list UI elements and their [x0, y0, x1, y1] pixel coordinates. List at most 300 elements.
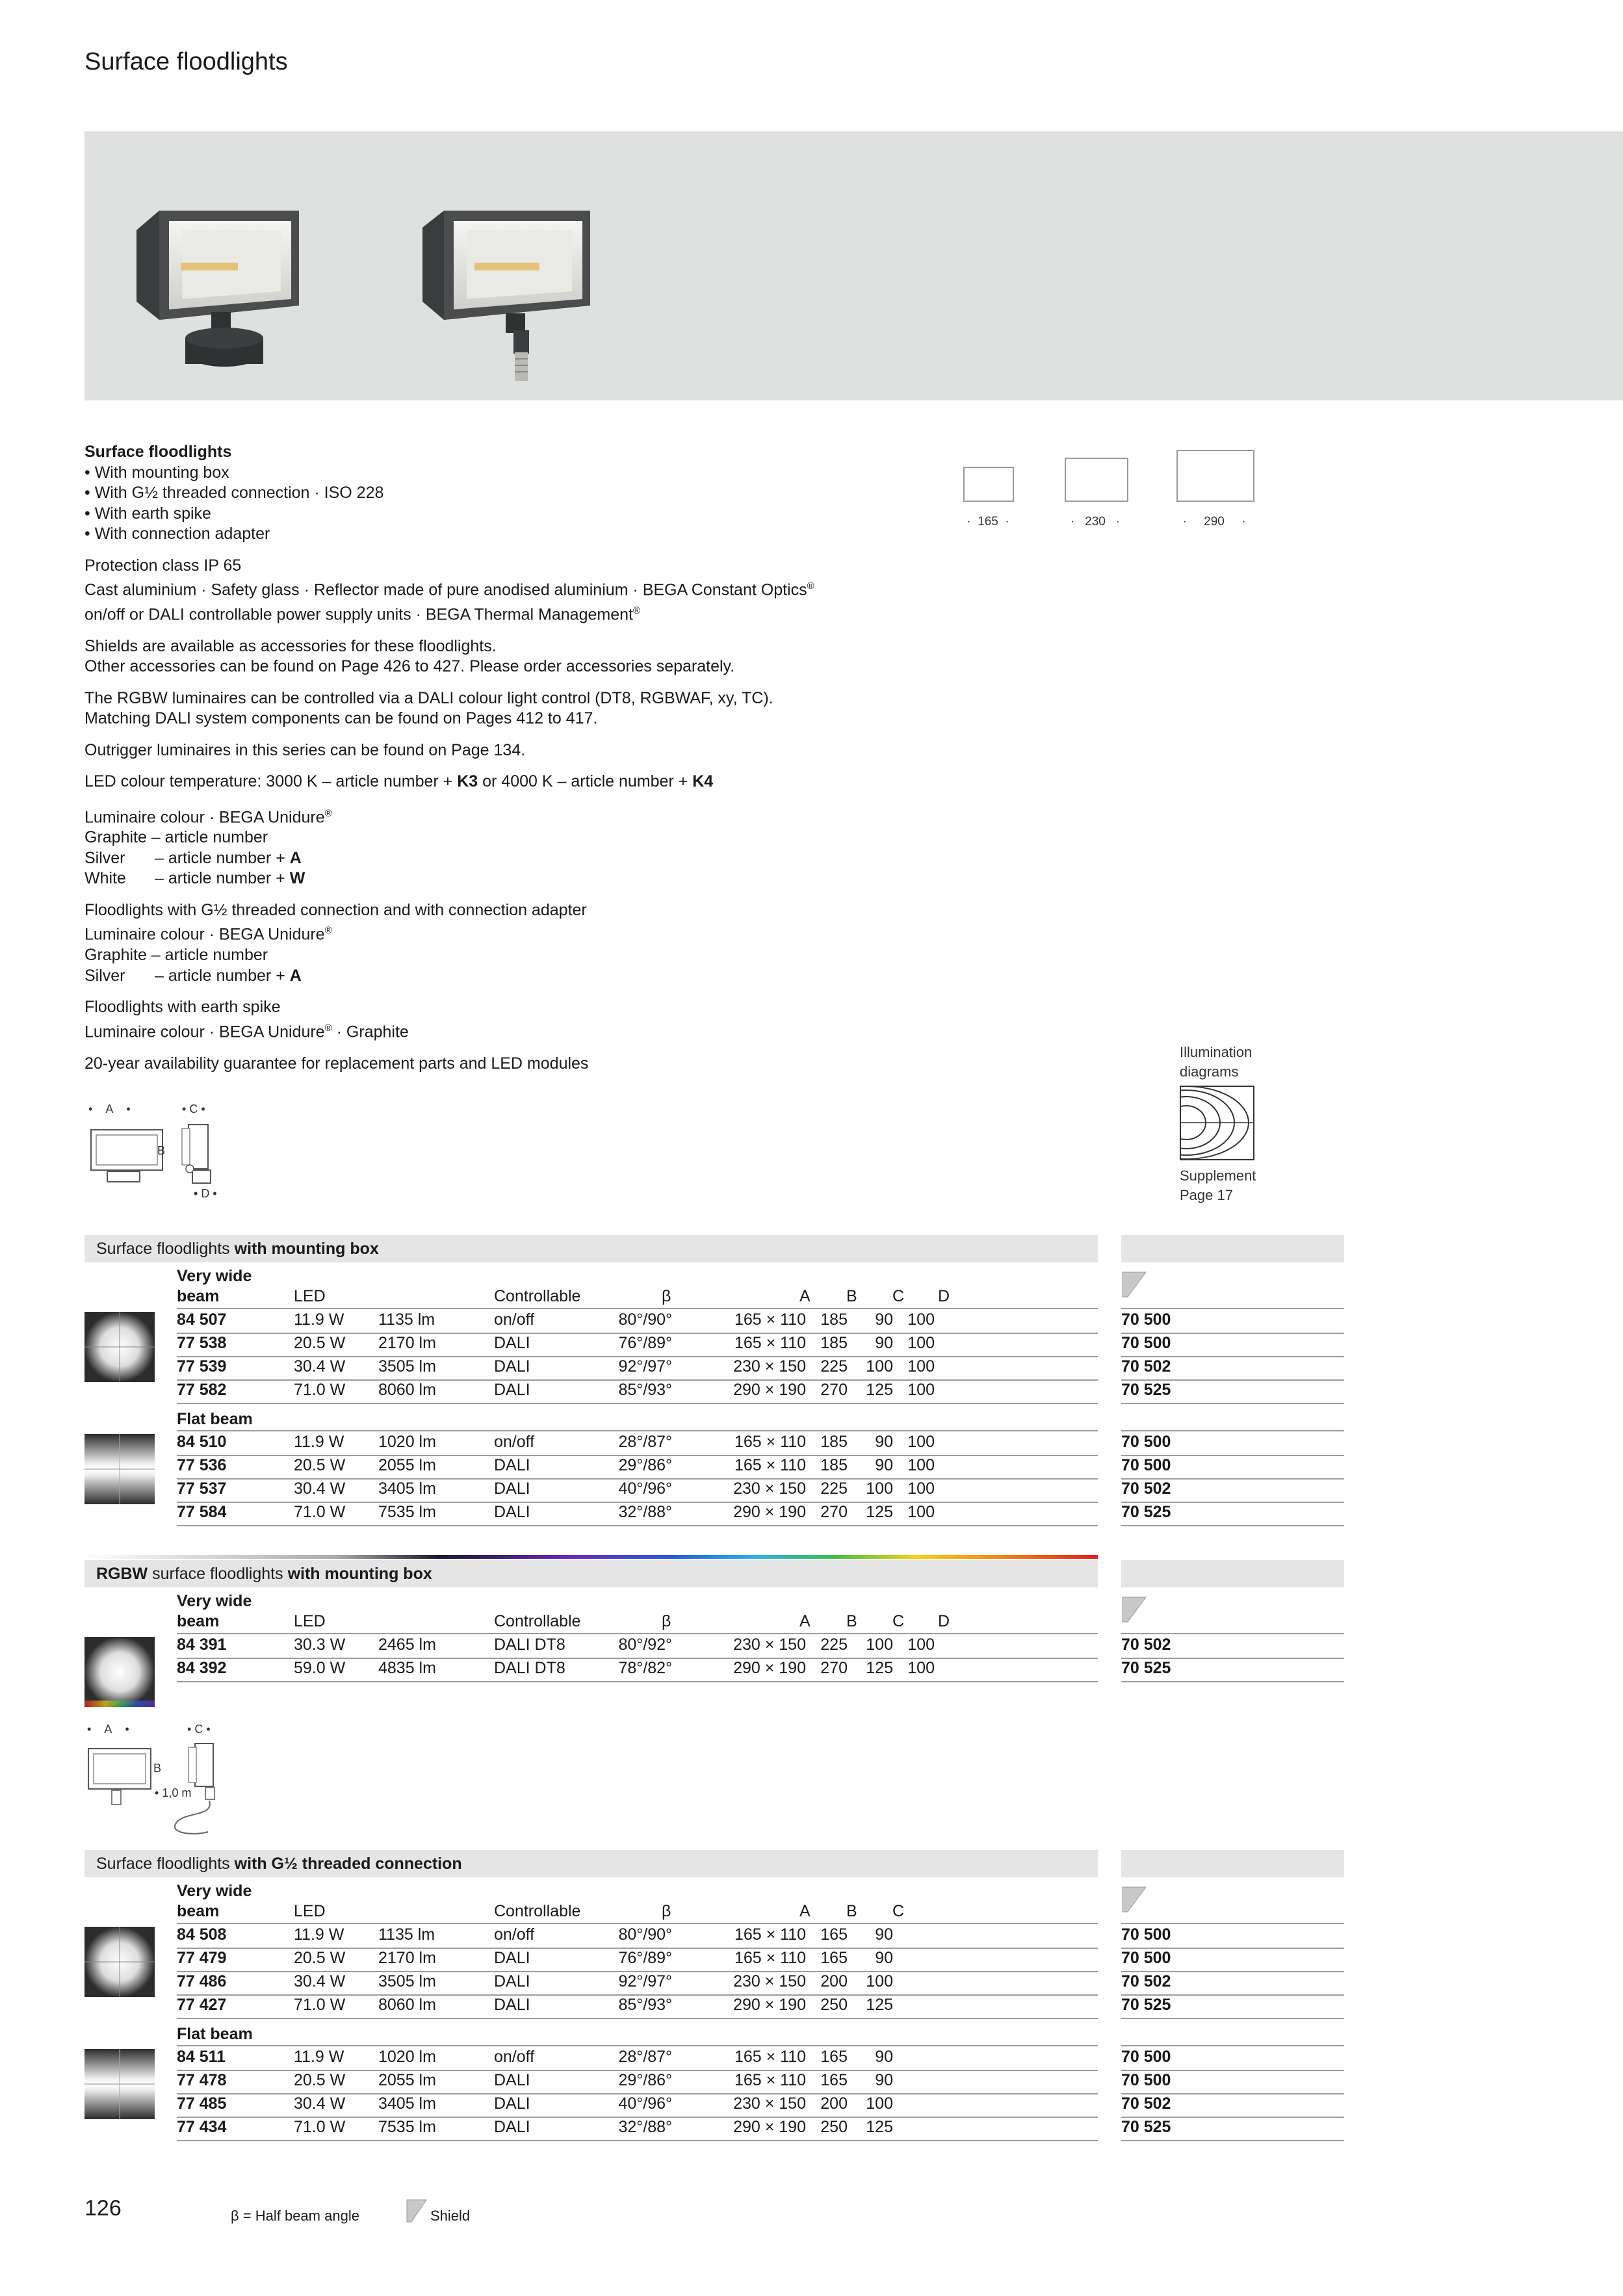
size-label: · 290 ·: [1182, 515, 1246, 528]
cell-a: 200: [820, 1972, 848, 1990]
shield-column-header: [1121, 1235, 1344, 1262]
group-flat-beam-label: Flat beam: [177, 2025, 253, 2043]
k3-suffix: K3: [457, 772, 478, 791]
shield-number: 70 500: [1121, 2048, 1171, 2066]
cell-c: 90: [875, 2071, 893, 2089]
cell-a: 200: [820, 2094, 848, 2113]
cell-w: 20.5 W: [294, 1949, 346, 1967]
cell-c: 90: [875, 1311, 893, 1329]
cell-a: 165: [820, 1925, 848, 1944]
col-header-beta: β: [662, 1287, 671, 1305]
table-row: [177, 1994, 1098, 2019]
dimension-d-label: • D •: [194, 1187, 217, 1200]
cell-a: 250: [820, 1996, 848, 2014]
col-header-led: LED: [294, 1612, 326, 1630]
cell-lm: 7535 lm: [378, 1503, 436, 1521]
section-threaded-connection: [84, 1850, 1228, 2143]
cell-w: 20.5 W: [294, 1334, 346, 1352]
cell-d: 100: [907, 1311, 935, 1329]
cell-c: 125: [866, 2118, 893, 2136]
suffix-text: – article number +: [155, 966, 290, 985]
flat-beam-icon: [84, 2049, 155, 2119]
shield-article: [1121, 2117, 1344, 2141]
outrigger-note: Outrigger luminaires in this series can be found on Page 134.: [84, 740, 526, 759]
cell-art: 77 539: [177, 1357, 227, 1376]
flat-beam-icon: [84, 1434, 155, 1504]
col-header-c: C: [892, 1612, 905, 1630]
cell-ctl: DALI: [494, 2094, 530, 2113]
col-header-d: D: [938, 1612, 950, 1630]
cell-a: 225: [820, 1636, 848, 1654]
shield-article: [1121, 1379, 1344, 1404]
illumination-diagram-icon: [1180, 1086, 1254, 1160]
shield-article: [1121, 1431, 1344, 1456]
cable-length-label: • 1,0 m: [155, 1786, 192, 1799]
cell-c: 100: [866, 1357, 893, 1376]
cell-beta: 78°/82°: [618, 1659, 672, 1677]
col-header-d: D: [938, 1287, 950, 1305]
shield-number: 70 500: [1121, 1925, 1171, 1944]
cell-d: 100: [907, 1480, 935, 1498]
feature-bullet: • With G½ threaded connection · ISO 228: [84, 484, 384, 502]
cell-lm: 2055 lm: [378, 1456, 436, 1474]
shield-column-header: [1121, 1560, 1344, 1587]
earth-spike-heading: Floodlights with earth spike: [84, 998, 281, 1017]
protection-class: Protection class IP 65: [84, 556, 242, 575]
suffix-text: – article number +: [155, 869, 290, 888]
cell-dim: 230 × 150: [733, 1972, 806, 1990]
col-header-led: LED: [294, 1902, 326, 1920]
cell-ctl: DALI: [494, 2118, 530, 2136]
threaded-drawing-icon: [84, 1720, 240, 1837]
cell-a: 250: [820, 2118, 848, 2136]
cell-lm: 8060 lm: [378, 1381, 436, 1399]
cell-d: 100: [907, 1381, 935, 1399]
table-row: [177, 1356, 1098, 1381]
floodlight-product-illustration: [84, 131, 1623, 400]
cell-dim: 165 × 110: [734, 1311, 806, 1329]
cell-dim: 290 × 190: [733, 2118, 806, 2136]
dimension-c-label: • C •: [182, 1102, 205, 1115]
colour-graphite: Graphite – article number: [84, 828, 268, 847]
shield-number: 70 502: [1121, 2094, 1171, 2113]
shield-icon: [1121, 1886, 1147, 1913]
table-row: [177, 1971, 1098, 1996]
cell-c: 100: [866, 2094, 893, 2113]
cell-beta: 80°/92°: [618, 1636, 672, 1654]
dimension-drawing-threaded: [84, 1720, 240, 1837]
shield-article: [1121, 1994, 1344, 2019]
cell-ctl: DALI: [494, 1503, 530, 1521]
very-wide-beam-icon: [84, 1312, 155, 1382]
shield-article: [1121, 1948, 1344, 1972]
cell-d: 100: [907, 1636, 935, 1654]
cell-dim: 165 × 110: [734, 1334, 806, 1352]
group-very-wide-label: Very wide beam: [177, 1882, 252, 1920]
cell-beta: 80°/90°: [618, 1925, 672, 1944]
cell-art: 84 392: [177, 1659, 227, 1677]
dimension-c-label: • C •: [187, 1723, 211, 1736]
cell-art: 77 478: [177, 2071, 227, 2089]
cell-w: 11.9 W: [294, 1433, 344, 1451]
shield-number: 70 525: [1121, 1503, 1171, 1521]
cell-c: 100: [866, 1972, 893, 1990]
registered-mark: ®: [324, 1022, 332, 1034]
shield-number: 70 502: [1121, 1636, 1171, 1654]
cell-art: 77 582: [177, 1381, 227, 1399]
cell-w: 71.0 W: [294, 1503, 346, 1521]
cell-lm: 2170 lm: [378, 1949, 436, 1967]
size-label: · 230 ·: [1070, 515, 1121, 528]
cell-c: 90: [875, 1949, 893, 1967]
k4-suffix: K4: [692, 772, 714, 791]
cell-c: 90: [875, 1433, 893, 1451]
group-very-wide-label: Very wide beam: [177, 1592, 252, 1630]
table-row: [177, 1502, 1098, 1526]
size-box-medium: [1065, 458, 1128, 502]
cell-art: 77 434: [177, 2118, 227, 2136]
shield-number: 70 500: [1121, 2071, 1171, 2089]
table-row: [177, 2093, 1098, 2118]
floodlight-threaded-connection-icon: [422, 211, 590, 381]
cell-ctl: DALI: [494, 2071, 530, 2089]
shield-column-header: [1121, 1850, 1344, 1877]
cell-beta: 40°/96°: [618, 1480, 672, 1498]
cell-lm: 3505 lm: [378, 1357, 436, 1376]
cell-art: 77 485: [177, 2094, 227, 2113]
shield-number: 70 502: [1121, 1480, 1171, 1498]
shields-note: Shields are available as accessories for these floodlights.: [84, 636, 497, 655]
cell-beta: 32°/88°: [618, 1503, 672, 1521]
cell-art: 77 427: [177, 1996, 227, 2014]
cell-ctl: DALI: [494, 1381, 530, 1399]
shield-number: 70 502: [1121, 1972, 1171, 1990]
colour-graphite: Graphite – article number: [84, 946, 268, 965]
cell-dim: 230 × 150: [733, 2094, 806, 2113]
cell-a: 165: [820, 1949, 848, 1967]
cell-beta: 28°/87°: [618, 2048, 672, 2066]
feature-bullet: • With connection adapter: [84, 525, 270, 543]
table-row: [177, 1658, 1098, 1682]
col-header-controllable: Controllable: [494, 1287, 581, 1305]
cell-a: 270: [820, 1503, 848, 1521]
shield-article: [1121, 1478, 1344, 1503]
cell-art: 77 536: [177, 1456, 227, 1474]
cell-art: 84 391: [177, 1636, 227, 1654]
cell-beta: 92°/97°: [618, 1972, 672, 1990]
cell-d: 100: [907, 1357, 935, 1376]
cell-dim: 165 × 110: [734, 2071, 806, 2089]
table-row: [177, 1634, 1098, 1659]
cell-ctl: DALI: [494, 1949, 530, 1967]
shield-number: 70 500: [1121, 1949, 1171, 1967]
luminaire-colour-heading: Luminaire colour · BEGA Unidure: [84, 925, 325, 944]
cell-art: 77 538: [177, 1334, 227, 1352]
cell-art: 77 479: [177, 1949, 227, 1967]
shield-article: [1121, 1658, 1344, 1682]
shield-article: [1121, 1356, 1344, 1381]
cell-a: 270: [820, 1381, 848, 1399]
cell-art: 84 508: [177, 1925, 227, 1944]
cell-lm: 8060 lm: [378, 1996, 436, 2014]
cell-w: 71.0 W: [294, 1996, 346, 2014]
cell-ctl: DALI: [494, 1334, 530, 1352]
cell-dim: 165 × 110: [734, 1949, 806, 1967]
suffix-w: W: [289, 869, 305, 888]
shield-number: 70 525: [1121, 1381, 1171, 1399]
registered-mark: ®: [324, 925, 332, 937]
cell-ctl: DALI: [494, 1972, 530, 1990]
table-row: [177, 1431, 1098, 1456]
col-header-b: B: [846, 1287, 857, 1305]
cell-c: 90: [875, 1334, 893, 1352]
shield-article: [1121, 1924, 1344, 1949]
cell-c: 125: [866, 1503, 893, 1521]
section-rgbw: [84, 1560, 1228, 1690]
cell-w: 71.0 W: [294, 2118, 346, 2136]
suffix-a: A: [289, 848, 302, 867]
cell-art: 77 584: [177, 1503, 227, 1521]
cell-dim: 165 × 110: [734, 1433, 806, 1451]
cell-dim: 230 × 150: [733, 1357, 806, 1376]
cell-lm: 3405 lm: [378, 1480, 436, 1498]
shield-article: [1121, 1971, 1344, 1996]
cell-ctl: on/off: [494, 1311, 535, 1329]
shield-number: 70 500: [1121, 1433, 1171, 1451]
cell-dim: 290 × 190: [733, 1381, 806, 1399]
cell-c: 100: [866, 1480, 893, 1498]
cell-ctl: DALI DT8: [494, 1636, 565, 1654]
shield-legend: Shield: [430, 2208, 471, 2224]
table-row: [177, 2117, 1098, 2141]
cell-dim: 165 × 110: [734, 2048, 806, 2066]
dimension-drawing-mounting-box: [84, 1099, 240, 1203]
col-header-controllable: Controllable: [494, 1612, 581, 1630]
cell-beta: 28°/87°: [618, 1433, 672, 1451]
cell-d: 100: [907, 1659, 935, 1677]
supplement-reference: Supplement Page 17: [1180, 1168, 1256, 1203]
shield-article: [1121, 1333, 1344, 1357]
table-row: [177, 1333, 1098, 1357]
table-row: [177, 1948, 1098, 1972]
cell-w: 11.9 W: [294, 1925, 344, 1944]
cell-d: 100: [907, 1334, 935, 1352]
colour-temperature: LED colour temperature: 3000 K – article number +: [84, 772, 458, 791]
col-header-a: A: [799, 1287, 811, 1305]
cell-a: 185: [820, 1456, 848, 1474]
cell-a: 185: [820, 1334, 848, 1352]
section-title: Surface floodlights with G½ threaded connection: [84, 1850, 1098, 1877]
col-header-c: C: [892, 1902, 905, 1920]
beta-legend: β = Half beam angle: [231, 2208, 359, 2224]
col-header-beta: β: [662, 1612, 671, 1630]
col-header-a: A: [799, 1902, 811, 1920]
cell-a: 225: [820, 1357, 848, 1376]
group-flat-beam-label: Flat beam: [177, 1410, 253, 1428]
shield-legend-icon: [406, 2198, 428, 2223]
section-mounting-box: [84, 1235, 1228, 1528]
cell-c: 125: [866, 1659, 893, 1677]
cell-c: 90: [875, 2048, 893, 2066]
cell-w: 30.4 W: [294, 1357, 346, 1376]
col-header-controllable: Controllable: [494, 1902, 581, 1920]
rgbw-note: The RGBW luminaires can be controlled via a DALI colour light control (DT8, RGBWAF, xy, TC).: [84, 688, 773, 707]
dali-note: Matching DALI system components can be found on Pages 412 to 417.: [84, 709, 598, 728]
page-title: Surface floodlights: [84, 48, 288, 75]
cell-d: 100: [907, 1433, 935, 1451]
col-header-beta: β: [662, 1902, 671, 1920]
accessories-note: Other accessories can be found on Page 426 to 427. Please order accessories separately.: [84, 657, 735, 676]
colour-temperature-or: or 4000 K – article number +: [478, 772, 693, 791]
colour-white: White: [84, 869, 126, 888]
cell-w: 30.4 W: [294, 1480, 346, 1498]
cell-beta: 29°/86°: [618, 2071, 672, 2089]
cell-ctl: on/off: [494, 1433, 535, 1451]
luminaire-colour-heading: Luminaire colour · BEGA Unidure: [84, 807, 325, 826]
suffix-a: A: [289, 966, 302, 985]
registered-mark: ®: [324, 807, 332, 819]
cell-w: 71.0 W: [294, 1381, 346, 1399]
cell-a: 165: [820, 2048, 848, 2066]
g-threaded-heading: Floodlights with G½ threaded connection and with connection adapter: [84, 900, 587, 919]
page-number: 126: [84, 2196, 122, 2221]
rgbw-beam-icon: [84, 1637, 155, 1707]
table-row: [177, 1478, 1098, 1503]
table-row: [177, 2070, 1098, 2094]
cell-beta: 92°/97°: [618, 1357, 672, 1376]
cell-c: 125: [866, 1996, 893, 2014]
shield-article: [1121, 1455, 1344, 1480]
shield-article: [1121, 1502, 1344, 1526]
very-wide-beam-icon: [84, 1927, 155, 1997]
col-header-b: B: [846, 1612, 857, 1630]
cell-w: 20.5 W: [294, 2071, 346, 2089]
earth-spike-colour-graphite: · Graphite: [331, 1023, 409, 1041]
colour-silver: Silver: [84, 848, 125, 867]
cell-art: 84 511: [177, 2048, 226, 2066]
cell-ctl: DALI: [494, 1456, 530, 1474]
registered-mark: ®: [807, 581, 814, 592]
cell-c: 90: [875, 1925, 893, 1944]
cell-art: 77 537: [177, 1480, 227, 1498]
size-label: · 165 ·: [967, 515, 1009, 528]
cell-beta: 76°/89°: [618, 1334, 672, 1352]
cell-lm: 1135 lm: [378, 1925, 435, 1944]
section-title: RGBW surface floodlights with mounting box: [84, 1560, 1098, 1587]
shield-number: 70 500: [1121, 1311, 1171, 1329]
table-row: [177, 1924, 1098, 1949]
suffix-text: – article number +: [155, 848, 290, 867]
cell-beta: 40°/96°: [618, 2094, 672, 2113]
table-row: [177, 1455, 1098, 1480]
description-heading: Surface floodlights: [84, 443, 232, 461]
cell-w: 30.4 W: [294, 1972, 346, 1990]
shield-number: 70 525: [1121, 2118, 1171, 2136]
cell-dim: 230 × 150: [733, 1480, 806, 1498]
cell-ctl: DALI: [494, 1996, 530, 2014]
shield-icon: [1121, 1271, 1147, 1298]
cell-a: 270: [820, 1659, 848, 1677]
cell-dim: 165 × 110: [734, 1456, 806, 1474]
size-box-small: [963, 467, 1014, 502]
shield-number: 70 525: [1121, 1659, 1171, 1677]
floodlight-mounting-box-icon: [136, 211, 299, 367]
cell-w: 20.5 W: [294, 1456, 346, 1474]
cell-beta: 29°/86°: [618, 1456, 672, 1474]
cell-w: 59.0 W: [294, 1659, 346, 1677]
cell-lm: 1020 lm: [378, 1433, 436, 1451]
shield-number: 70 500: [1121, 1334, 1171, 1352]
dimension-a-label: • A •: [88, 1102, 131, 1115]
cell-dim: 290 × 190: [733, 1503, 806, 1521]
cell-art: 84 507: [177, 1311, 227, 1329]
cell-a: 185: [820, 1433, 848, 1451]
cell-dim: 165 × 110: [734, 1925, 806, 1944]
cell-lm: 1020 lm: [378, 2048, 436, 2066]
colour-silver: Silver: [84, 966, 125, 985]
group-very-wide-label: Very wide beam: [177, 1267, 252, 1305]
cell-lm: 4835 lm: [378, 1659, 436, 1677]
illumination-diagrams-label: Illumination diagrams: [1180, 1044, 1253, 1080]
cell-w: 30.3 W: [294, 1636, 346, 1654]
col-header-c: C: [892, 1287, 905, 1305]
availability-guarantee: 20-year availability guarantee for replacement parts and LED modules: [84, 1054, 589, 1073]
cell-lm: 1135 lm: [378, 1311, 435, 1329]
shield-icon: [1121, 1596, 1147, 1623]
feature-bullet: • With mounting box: [84, 463, 229, 482]
cell-ctl: DALI: [494, 1357, 530, 1376]
rgbw-colour-bar: [84, 1555, 1098, 1559]
cell-lm: 7535 lm: [378, 2118, 436, 2136]
cell-ctl: DALI: [494, 1480, 530, 1498]
cell-c: 100: [866, 1636, 893, 1654]
cell-dim: 290 × 190: [733, 1659, 806, 1677]
cell-a: 185: [820, 1311, 848, 1329]
product-description: [84, 442, 929, 1085]
cell-lm: 2055 lm: [378, 2071, 436, 2089]
registered-mark: ®: [632, 605, 641, 616]
cell-lm: 3505 lm: [378, 1972, 436, 1990]
shield-number: 70 502: [1121, 1357, 1171, 1376]
col-header-led: LED: [294, 1287, 326, 1305]
cell-a: 225: [820, 1480, 848, 1498]
shield-article: [1121, 1309, 1344, 1334]
size-box-large: [1176, 450, 1254, 502]
dimension-b-label: B: [153, 1762, 162, 1775]
shield-number: 70 500: [1121, 1456, 1171, 1474]
table-row: [177, 1309, 1098, 1334]
cell-art: 77 486: [177, 1972, 227, 1990]
cell-c: 90: [875, 1456, 893, 1474]
cell-w: 11.9 W: [294, 2048, 344, 2066]
cell-beta: 85°/93°: [618, 1381, 672, 1399]
cell-beta: 32°/88°: [618, 2118, 672, 2136]
shield-article: [1121, 2046, 1344, 2071]
cell-ctl: on/off: [494, 2048, 535, 2066]
dimension-b-label: B: [157, 1144, 166, 1157]
shield-article: [1121, 1634, 1344, 1659]
shield-article: [1121, 2070, 1344, 2094]
cell-beta: 80°/90°: [618, 1311, 672, 1329]
col-header-b: B: [846, 1902, 857, 1920]
table-row: [177, 2046, 1098, 2071]
cell-beta: 85°/93°: [618, 1996, 672, 2014]
feature-bullet: • With earth spike: [84, 504, 211, 523]
cell-d: 100: [907, 1456, 935, 1474]
cell-a: 165: [820, 2071, 848, 2089]
cell-dim: 290 × 190: [733, 1996, 806, 2014]
section-title: Surface floodlights with mounting box: [84, 1235, 1098, 1262]
